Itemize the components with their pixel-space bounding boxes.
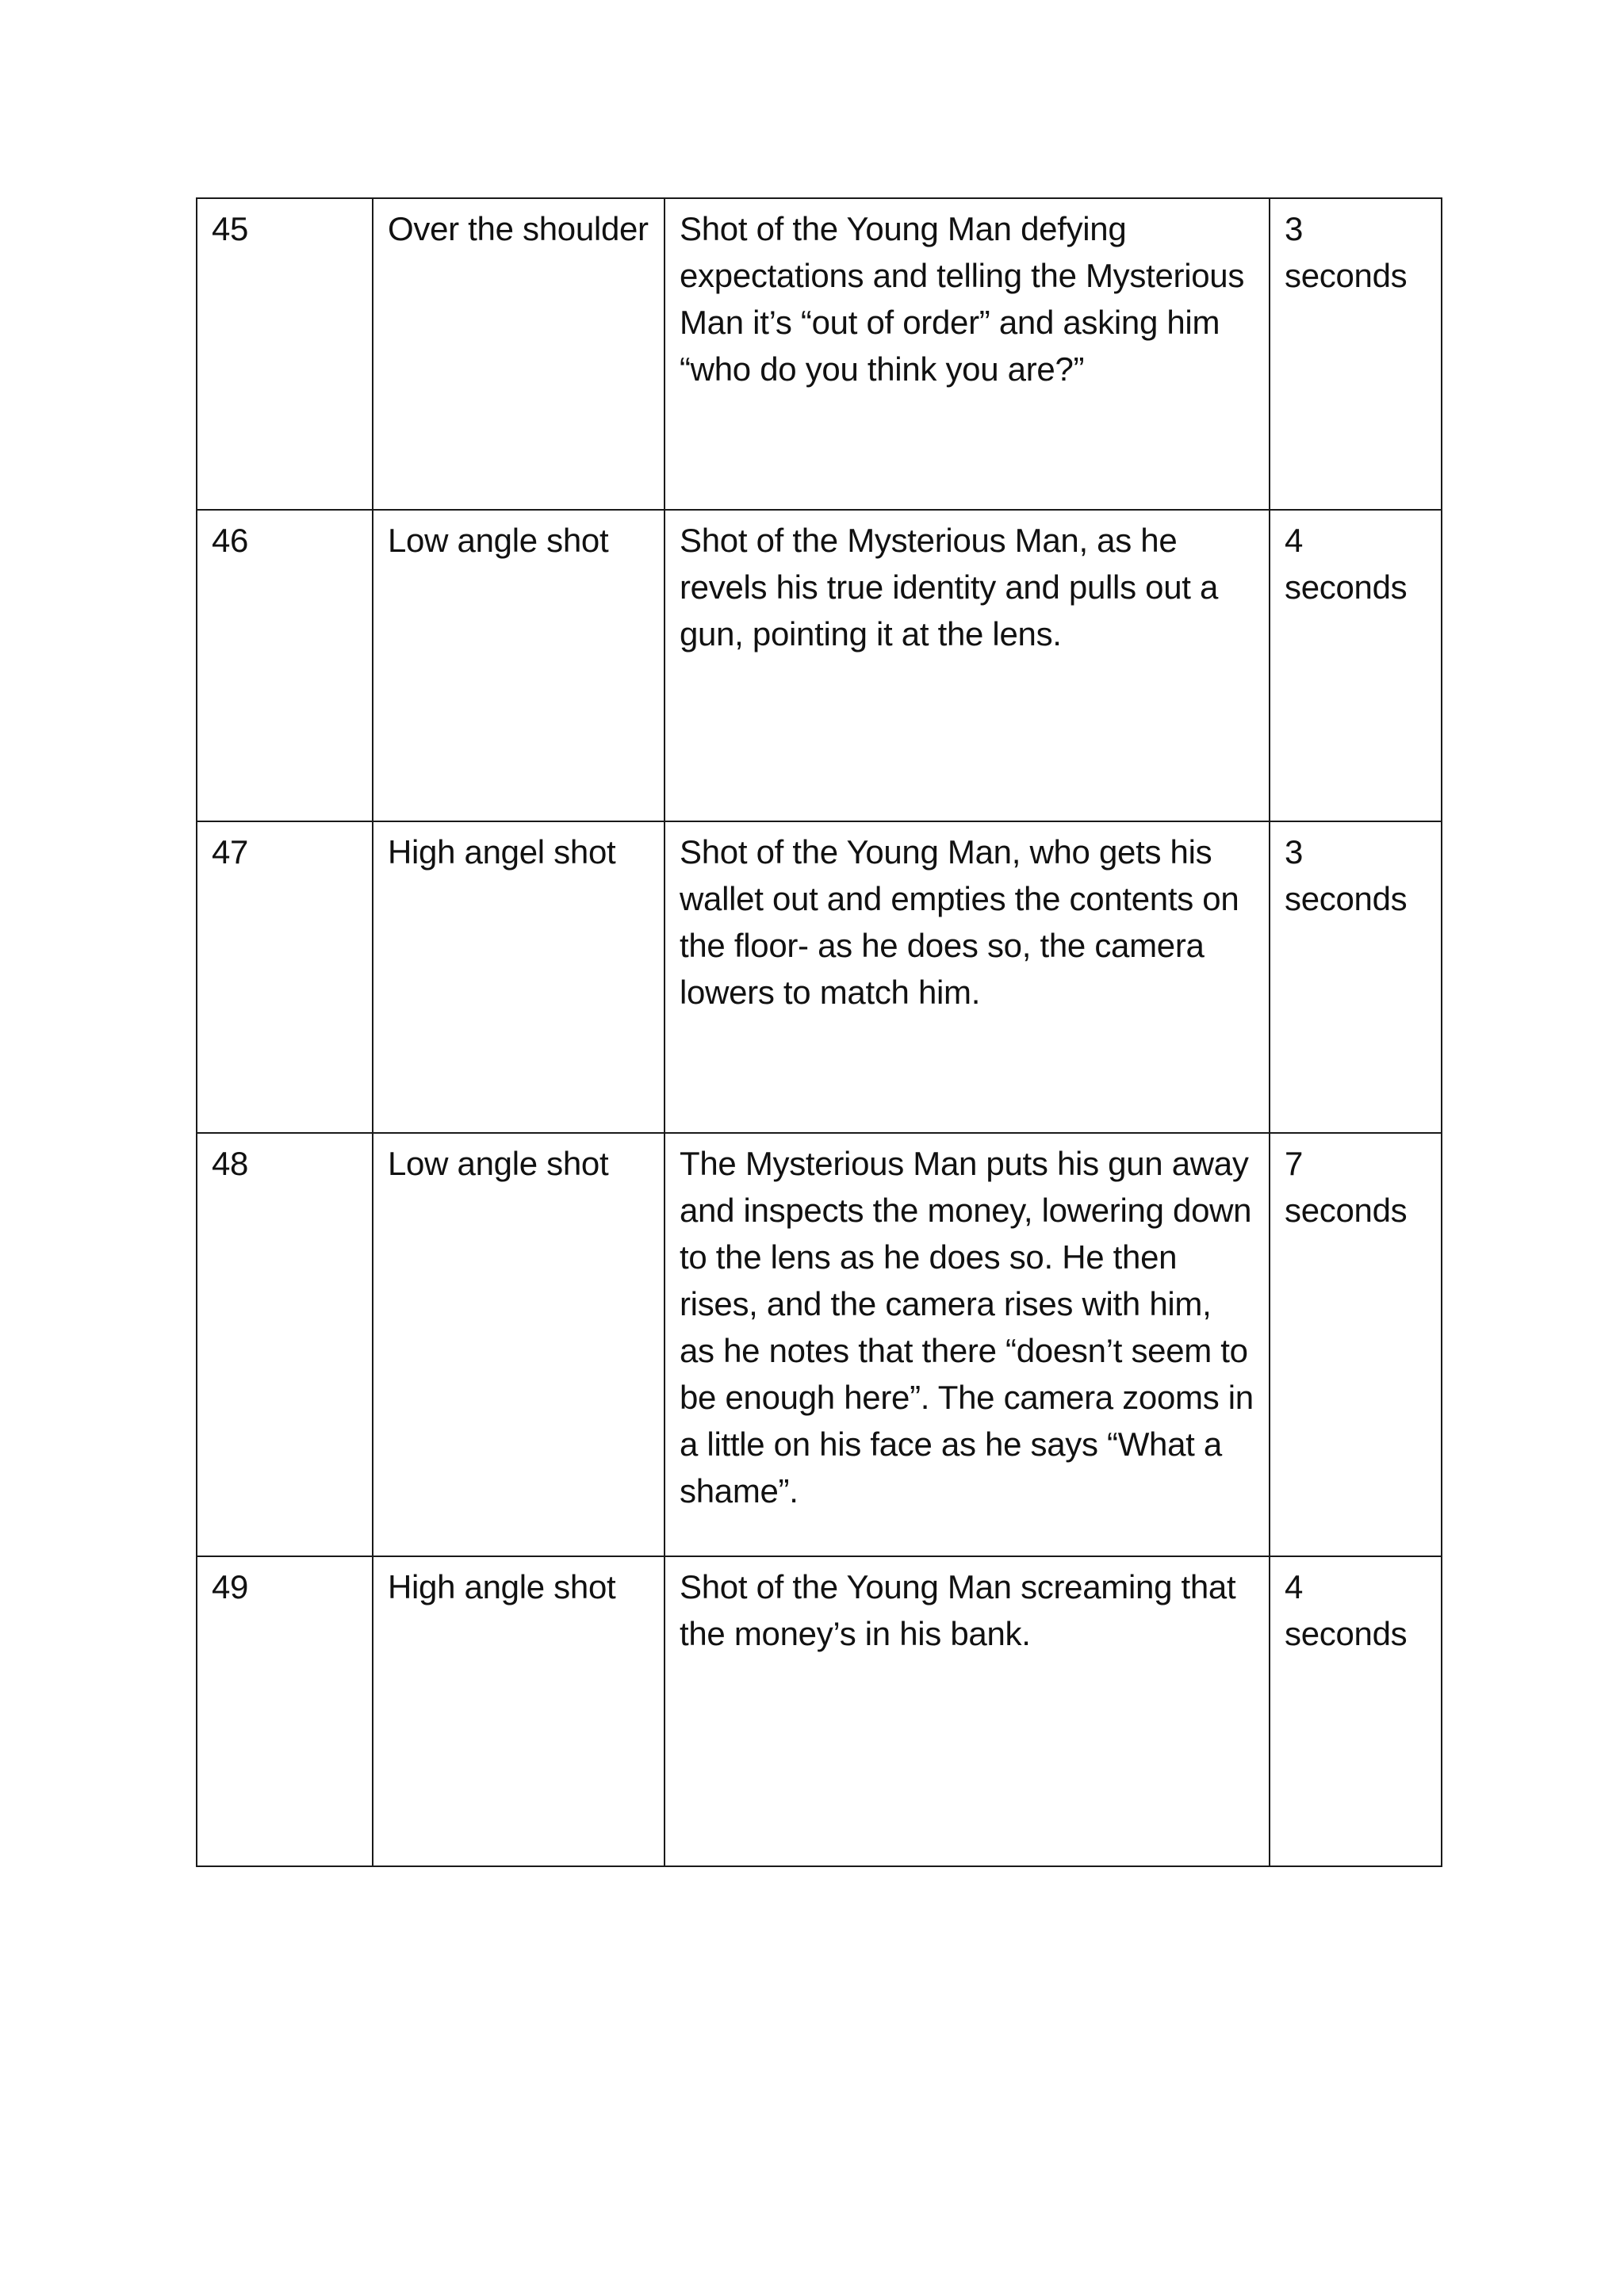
shot-type-cell: Low angle shot xyxy=(373,1133,665,1556)
shot-duration-cell: 4 seconds xyxy=(1270,1556,1442,1866)
table-row xyxy=(197,821,1442,1133)
shot-number-cell: 47 xyxy=(197,821,373,1133)
shot-description-cell: Shot of the Young Man defying expectations and telling the Mysterious Man it’s “out of order” and asking him “who do you think you are?” xyxy=(665,198,1270,510)
shot-type-cell: High angle shot xyxy=(373,1556,665,1866)
table-row xyxy=(197,510,1442,821)
shot-duration-cell: 7 seconds xyxy=(1270,1133,1442,1556)
shot-description-cell: Shot of the Young Man screaming that the money’s in his bank. xyxy=(665,1556,1270,1866)
shot-description-cell: The Mysterious Man puts his gun away and inspects the money, lowering down to the lens as he does so. He then rises, and the camera rises with him, as he notes that there “doesn’t seem to be enough here”. The camera zooms in a little on his face as he says “What a shame”. xyxy=(665,1133,1270,1556)
shot-description-cell: Shot of the Young Man, who gets his wallet out and empties the contents on the floor- as he does so, the camera lowers to match him. xyxy=(665,821,1270,1133)
shot-type-cell: Low angle shot xyxy=(373,510,665,821)
shot-list-table xyxy=(196,197,1442,1867)
shot-type-cell: Over the shoulder xyxy=(373,198,665,510)
shot-number-cell: 46 xyxy=(197,510,373,821)
shot-description-cell: Shot of the Mysterious Man, as he revels his true identity and pulls out a gun, pointing it at the lens. xyxy=(665,510,1270,821)
shot-duration-cell: 3 seconds xyxy=(1270,821,1442,1133)
table-row xyxy=(197,1133,1442,1556)
shot-number-cell: 45 xyxy=(197,198,373,510)
table-row xyxy=(197,1556,1442,1866)
shot-number-cell: 48 xyxy=(197,1133,373,1556)
shot-duration-cell: 3 seconds xyxy=(1270,198,1442,510)
table-row xyxy=(197,198,1442,510)
shot-type-cell: High angel shot xyxy=(373,821,665,1133)
shot-number-cell: 49 xyxy=(197,1556,373,1866)
shot-duration-cell: 4 seconds xyxy=(1270,510,1442,821)
